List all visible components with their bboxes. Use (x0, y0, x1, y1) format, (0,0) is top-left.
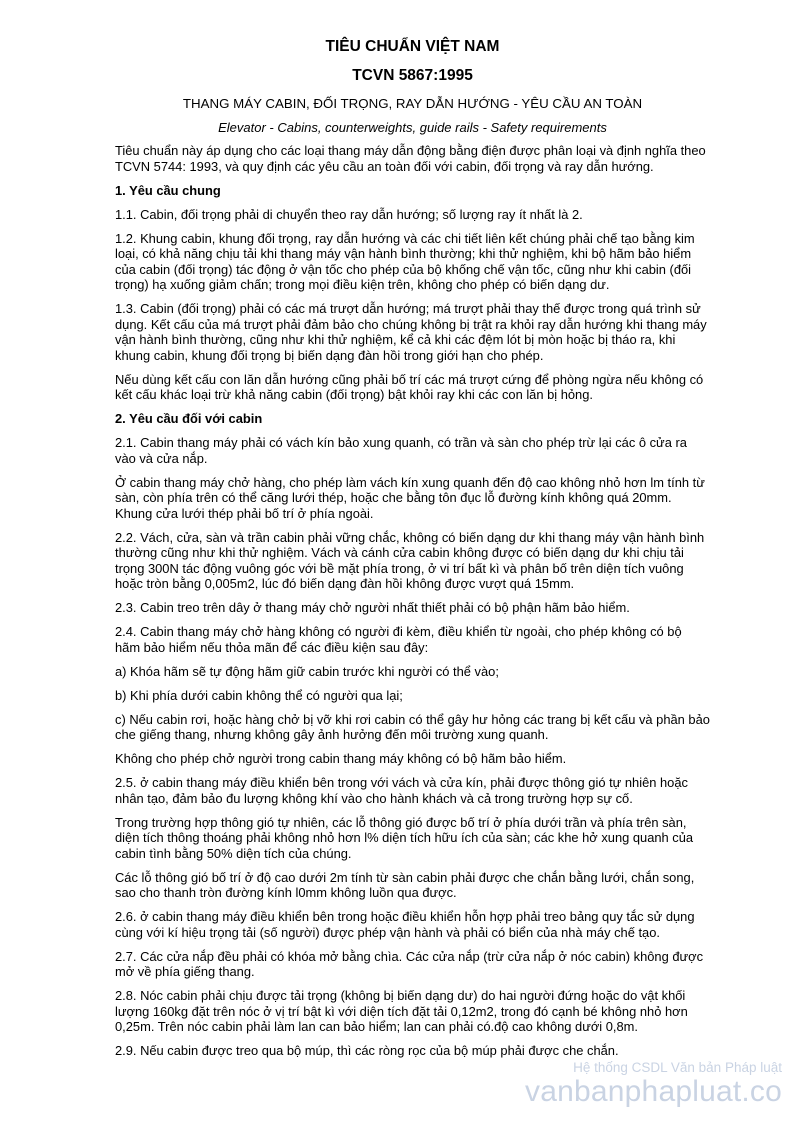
paragraph-2-5-ventilation: Trong trường hợp thông gió tự nhiên, các lỗ thông gió được bố trí ở phía dưới trần và phía trên sàn, diện tích thông thoáng phải không nhỏ hơn l% diện tích hữu ích của sàn; các khe hở xung quanh của cabin tình bằng 50% diện tích của chúng. (115, 814, 694, 861)
paragraph-2-4: 2.4. Cabin thang máy chở hàng không có người đi kèm, điều khiển từ ngoài, cho phép không có bộ hãm bảo hiểm nếu thỏa mãn để các điều kiện sau đây: (115, 624, 682, 655)
paragraph-2-2: 2.2. Vách, cửa, sàn và trần cabin phải vững chắc, không có biến dạng dư khi thang máy vận hành bình thường cũng như khi thử nghiệm. Vách và cánh cửa cabin không được có biến dạng dư khi chịu tải trọng 300N tác động vuông góc với bề mặt phía trong, ở vi trí bất kì và phân bố trên diện tích vuông hoặc tròn bằng 0,005m2, lúc đó biến dạng đàn hồi không được vượt quá 15mm. (115, 529, 705, 591)
paragraph-2-8: 2.8. Nóc cabin phải chịu được tải trọng (không bị biến dạng dư) do hai người đứng hoặc do vật khối lượng 160kg đặt trên nóc ở vị trí bật kì với diện tích đặt tải 0,12m2, trong đó cạnh bé không nhỏ hơn 0,25m. Trên nóc cabin phải làm lan can bảo hiểm; lan can phải có.độ cao không dưới 0,8m. (115, 988, 688, 1034)
watermark-site-name: vanbanphapluat.co (525, 1075, 782, 1108)
intro-paragraph: Tiêu chuẩn này áp dụng cho các loại thang máy dẫn động bằng điện được phân loại và định nghĩa theo TCVN 5744: 1993, và quy định các yêu cầu an toàn đối với cabin, đối trọng và ray dẫn hướng. (115, 143, 706, 174)
document-title: TIÊU CHUẨN VIỆT NAM (325, 38, 500, 55)
watermark-caption: Hệ thống CSDL Văn bản Pháp luật (573, 1060, 782, 1075)
paragraph-2-5: 2.5. ở cabin thang máy điều khiển bên trong với vách và cửa kín, phải được thông gió tự nhiên hoặc nhân tạo, đảm bảo đu lượng không khí vào cho hành khách và cả trong trường hợp sự cố. (115, 775, 688, 806)
section-heading-general: 1. Yêu cầu chung (115, 182, 221, 198)
paragraph-2-5-openings: Các lỗ thông gió bố trí ở độ cao dưới 2m tính từ sàn cabin phải được che chắn bằng lưới, chắn song, sao cho thanh tròn đường kính l0mm không luồn qua được. (115, 869, 695, 900)
paragraph-2-1-cargo: Ở cabin thang máy chở hàng, cho phép làm vách kín xung quanh đến độ cao không nhỏ hơn lm tính từ sàn, còn phía trên có thể căng lưới thép, hoặc che bằng tôn đục lỗ đường kính không quá 20mm. Khung cửa lưới thép phải bố trí ở phía ngoài. (115, 474, 705, 521)
document-body (115, 38, 710, 1067)
section-heading-cabin: 2. Yêu cầu đối với cabin (115, 411, 263, 426)
document-subject: THANG MÁY CABIN, ĐỐI TRỌNG, RAY DẪN HƯỚNG - YÊU CẦU AN TOÀN (182, 96, 643, 111)
list-item-b: b) Khi phía dưới cabin không thể có người qua lại; (115, 687, 403, 703)
paragraph-2-9: 2.9. Nếu cabin được treo qua bộ múp, thì các ròng rọc của bộ múp phải được che chắn. (115, 1043, 619, 1058)
list-item-c: c) Nếu cabin rơi, hoặc hàng chở bị vỡ khi rơi cabin có thể gây hư hỏng các trang bị kết cấu và phần bảo che giếng thang, nhưng không gây ảnh hưởng đến môi trường xung quanh. (115, 711, 710, 742)
paragraph-1-2: 1.2. Khung cabin, khung đối trọng, ray dẫn hướng và các chi tiết liên kết chúng phải chế tạo bằng kim loại, có khả năng chịu tải khi thang máy vận hành bình thường; khi thử nghiệm, khi bộ hãm bảo hiểm của cabin (đối trọng) tác động ở vận tốc cho phép của bộ khống chế vận tốc, cũng như khi cabin (đối trọng) hạ xuống giảm chấn; trong mọi điều kiện trên, không cho phép có biến dạng dư. (115, 230, 695, 292)
paragraph-2-3: 2.3. Cabin treo trên dây ở thang máy chở người nhất thiết phải có bộ phận hãm bảo hiểm. (115, 600, 630, 615)
paragraph-2-1: 2.1. Cabin thang máy phải có vách kín bảo xung quanh, có trần và sàn cho phép trừ lại các ô cửa ra vào và cửa nắp. (115, 435, 687, 466)
english-subject: Elevator - Cabins, counterweights, guide rails - Safety requirements (218, 120, 607, 135)
paragraph-2-6: 2.6. ở cabin thang máy điều khiển bên trong hoặc điều khiển hỗn hợp phải treo bảng quy tắc sử dụng cùng với kí hiệu trọng tải (số người) được phép vận hành và phải có biển của nhà máy chế tạo. (115, 909, 695, 940)
paragraph-1-1: 1.1. Cabin, đối trọng phải di chuyển theo ray dẫn hướng; số lượng ray ít nhất là 2. (115, 206, 583, 222)
paragraph-1-3: 1.3. Cabin (đối trọng) phải có các má trượt dẫn hướng; má trượt phải thay thế được trong quá trình sử dụng. Kết cấu của má trượt phải đảm bảo cho chúng không bị trật ra khỏi ray dẫn hướng khi thang máy vận hành bình thường, cũng như khi thử nghiệm, kể cả khi các đệm lót bị mòn hoặc bị tháo ra, khi khung cabin, khung đối trọng bị biến dạng đàn hồi trong giới hạn cho phép. (115, 301, 707, 363)
paragraph-2-7: 2.7. Các cửa nắp đều phải có khóa mở bằng chìa. Các cửa nắp (trừ cửa nắp ở nóc cabin) không được mở về phía giếng thang. (115, 948, 704, 979)
list-item-a: a) Khóa hãm sẽ tự động hãm giữ cabin trước khi người có thể vào; (115, 663, 499, 679)
watermark (525, 1060, 782, 1107)
paragraph-1-3-note: Nếu dùng kết cấu con lăn dẫn hướng cũng phải bố trí các má trượt cứng để phòng ngừa nếu không có kết cấu khác loại trừ khả năng cabin (đối trọng) bật khỏi ray khi các con lăn bị hỏng. (115, 371, 704, 402)
standard-number: TCVN 5867:1995 (352, 67, 473, 84)
paragraph-2-4-note: Không cho phép chở người trong cabin thang máy không có bộ hãm bảo hiểm. (115, 751, 567, 766)
